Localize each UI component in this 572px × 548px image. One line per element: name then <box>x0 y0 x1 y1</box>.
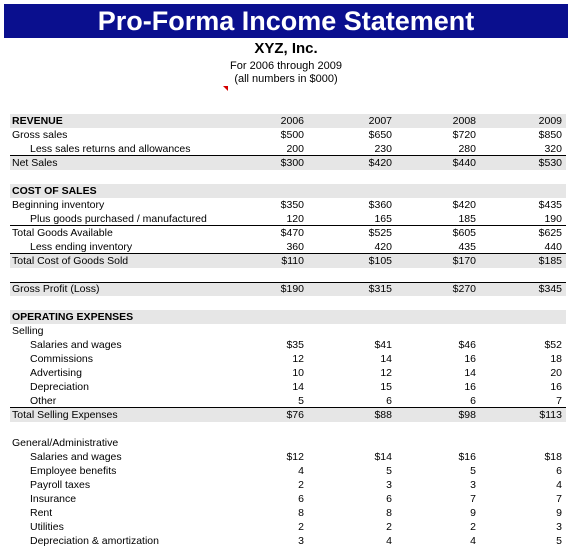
row-label: Total Selling Expenses <box>12 409 118 421</box>
cell[interactable]: 190 <box>544 213 562 225</box>
row-label: Insurance <box>30 493 77 505</box>
cell[interactable]: $270 <box>452 283 476 295</box>
table-row <box>10 240 566 254</box>
cell[interactable]: $12 <box>286 451 304 463</box>
cell[interactable]: 12 <box>380 367 392 379</box>
table-row <box>10 506 566 520</box>
cell[interactable]: 12 <box>292 353 304 365</box>
cost-of-sales-header: COST OF SALES <box>12 185 97 197</box>
row-label: Plus goods purchased / manufactured <box>30 213 207 225</box>
row-label: Beginning inventory <box>12 199 105 211</box>
income-statement-table <box>10 114 566 548</box>
company-name: XYZ, Inc. <box>254 40 318 57</box>
cell[interactable]: 4 <box>386 535 392 547</box>
cell[interactable]: $360 <box>368 199 392 211</box>
table-row <box>10 450 566 464</box>
cell[interactable]: 2 <box>470 521 476 533</box>
cell[interactable]: 200 <box>286 143 304 155</box>
table-row <box>10 128 566 142</box>
cell[interactable]: $46 <box>458 339 476 351</box>
units-note: (all numbers in $000) <box>234 73 338 85</box>
cell[interactable]: $650 <box>368 129 392 141</box>
cell[interactable]: $113 <box>539 409 562 421</box>
row-label: Rent <box>30 507 53 519</box>
cell[interactable]: $525 <box>368 227 392 239</box>
cell[interactable]: $88 <box>374 409 392 421</box>
cell[interactable]: $18 <box>544 451 562 463</box>
row-label: Gross Profit (Loss) <box>12 283 100 295</box>
cell[interactable]: 2 <box>298 521 304 533</box>
row-label: Less sales returns and allowances <box>30 143 191 155</box>
cell[interactable]: 5 <box>386 465 392 477</box>
cell[interactable]: 6 <box>298 493 304 505</box>
table-row <box>10 464 566 478</box>
cell[interactable]: $350 <box>280 199 304 211</box>
table-row <box>10 492 566 506</box>
cell[interactable]: $470 <box>280 227 304 239</box>
cell[interactable]: $41 <box>374 339 392 351</box>
cell[interactable]: 14 <box>380 353 392 365</box>
row-label: Total Cost of Goods Sold <box>12 255 129 267</box>
revenue-header-row <box>10 114 566 128</box>
table-row <box>10 380 566 394</box>
row-label: Depreciation <box>30 381 89 393</box>
table-row <box>10 352 566 366</box>
cell[interactable]: 3 <box>470 479 476 491</box>
cell[interactable]: 14 <box>292 381 304 393</box>
cell[interactable]: 9 <box>556 507 562 519</box>
cell[interactable]: $76 <box>286 409 304 421</box>
cell[interactable]: 14 <box>464 367 476 379</box>
cell[interactable]: 9 <box>470 507 476 519</box>
cell[interactable]: $315 <box>368 283 392 295</box>
cell[interactable]: 440 <box>544 241 562 253</box>
cell[interactable]: 2 <box>298 479 304 491</box>
cell[interactable]: $420 <box>452 199 476 211</box>
table-row <box>10 198 566 212</box>
cell[interactable]: 5 <box>470 465 476 477</box>
year-2009: 2009 <box>538 115 562 127</box>
cell[interactable]: 165 <box>374 213 392 225</box>
cell[interactable]: $190 <box>280 283 304 295</box>
cell[interactable]: 230 <box>374 143 392 155</box>
cell[interactable]: $98 <box>458 409 476 421</box>
cell[interactable]: $185 <box>538 255 562 267</box>
cell[interactable]: 5 <box>298 395 304 407</box>
cell[interactable]: $435 <box>538 199 562 211</box>
table-row <box>10 366 566 380</box>
cell[interactable]: 18 <box>550 353 562 365</box>
cell[interactable]: 280 <box>458 143 476 155</box>
cell[interactable]: 3 <box>298 535 304 547</box>
cell[interactable]: 7 <box>556 395 562 407</box>
selling-subheader: Selling <box>12 325 44 337</box>
cell[interactable]: 4 <box>556 479 562 491</box>
row-label: Net Sales <box>12 157 58 169</box>
total-selling-row <box>10 408 566 422</box>
row-label: Employee benefits <box>30 465 117 477</box>
cell[interactable]: 185 <box>458 213 476 225</box>
selling-subheader-row <box>10 324 566 338</box>
cell[interactable]: 6 <box>386 395 392 407</box>
cell[interactable]: $345 <box>538 283 562 295</box>
table-row <box>10 226 566 240</box>
row-label: Total Goods Available <box>12 227 113 239</box>
cell[interactable]: 15 <box>380 381 392 393</box>
cell[interactable]: 5 <box>556 535 562 547</box>
table-row <box>10 520 566 534</box>
cell[interactable]: $170 <box>452 255 476 267</box>
cell[interactable]: 420 <box>374 241 392 253</box>
cell[interactable]: 6 <box>470 395 476 407</box>
cell[interactable]: 16 <box>464 353 476 365</box>
cell[interactable]: $16 <box>458 451 476 463</box>
spacer <box>10 296 566 310</box>
cell[interactable]: $440 <box>452 157 476 169</box>
net-sales-row <box>10 156 566 170</box>
row-label: Less ending inventory <box>30 241 133 253</box>
operating-expenses-header-row <box>10 310 566 324</box>
cell[interactable]: $300 <box>280 157 304 169</box>
year-2008: 2008 <box>452 115 476 127</box>
year-2006: 2006 <box>280 115 304 127</box>
row-label: Other <box>30 395 57 407</box>
cell[interactable]: $35 <box>286 339 304 351</box>
cell[interactable]: $52 <box>544 339 562 351</box>
table-row <box>10 338 566 352</box>
cell[interactable]: 3 <box>556 521 562 533</box>
cell[interactable]: 435 <box>458 241 476 253</box>
cell[interactable]: 8 <box>386 507 392 519</box>
table-row <box>10 478 566 492</box>
gross-profit-row <box>10 282 566 296</box>
cell[interactable]: $500 <box>280 129 304 141</box>
table-row <box>10 394 566 408</box>
comment-indicator-icon[interactable] <box>223 86 228 91</box>
cell[interactable]: 7 <box>556 493 562 505</box>
cell[interactable]: 120 <box>286 213 304 225</box>
ga-subheader-row <box>10 436 566 450</box>
ga-subheader: General/Administrative <box>12 437 119 449</box>
spacer <box>10 170 566 184</box>
cell[interactable]: $625 <box>538 227 562 239</box>
cell[interactable]: $110 <box>281 255 304 267</box>
table-row <box>10 142 566 156</box>
revenue-header: REVENUE <box>12 115 63 127</box>
row-label: Commissions <box>30 353 94 365</box>
cell[interactable]: $105 <box>368 255 392 267</box>
row-label: Advertising <box>30 367 82 379</box>
cost-of-sales-header-row <box>10 184 566 198</box>
cell[interactable]: $850 <box>538 129 562 141</box>
table-row <box>10 534 566 548</box>
cell[interactable]: $605 <box>452 227 476 239</box>
cell[interactable]: 3 <box>386 479 392 491</box>
cell[interactable]: $530 <box>538 157 562 169</box>
cell[interactable]: 360 <box>286 241 304 253</box>
period-text: For 2006 through 2009 <box>230 60 342 72</box>
cell[interactable]: 4 <box>298 465 304 477</box>
cell[interactable]: 2 <box>386 521 392 533</box>
cell[interactable]: $14 <box>374 451 392 463</box>
cell[interactable]: $720 <box>452 129 476 141</box>
row-label: Payroll taxes <box>30 479 91 491</box>
row-label: Utilities <box>30 521 64 533</box>
row-label: Salaries and wages <box>30 339 122 351</box>
operating-expenses-header: OPERATING EXPENSES <box>12 311 134 323</box>
cell[interactable]: 6 <box>556 465 562 477</box>
year-2007: 2007 <box>368 115 392 127</box>
cell[interactable]: 7 <box>470 493 476 505</box>
row-label: Gross sales <box>12 129 68 141</box>
cell[interactable]: 16 <box>464 381 476 393</box>
cell[interactable]: 16 <box>550 381 562 393</box>
total-cogs-row <box>10 254 566 268</box>
row-label: Salaries and wages <box>30 451 122 463</box>
cell[interactable]: 8 <box>298 507 304 519</box>
cell[interactable]: 4 <box>470 535 476 547</box>
cell[interactable]: 20 <box>550 367 562 379</box>
spacer <box>10 422 566 436</box>
cell[interactable]: 320 <box>544 143 562 155</box>
spacer <box>10 268 566 282</box>
cell[interactable]: 10 <box>292 367 304 379</box>
statement-title: Pro-Forma Income Statement <box>4 4 568 38</box>
cell[interactable]: $420 <box>368 157 392 169</box>
table-row <box>10 212 566 226</box>
cell[interactable]: 6 <box>386 493 392 505</box>
row-label: Depreciation & amortization <box>30 535 159 547</box>
